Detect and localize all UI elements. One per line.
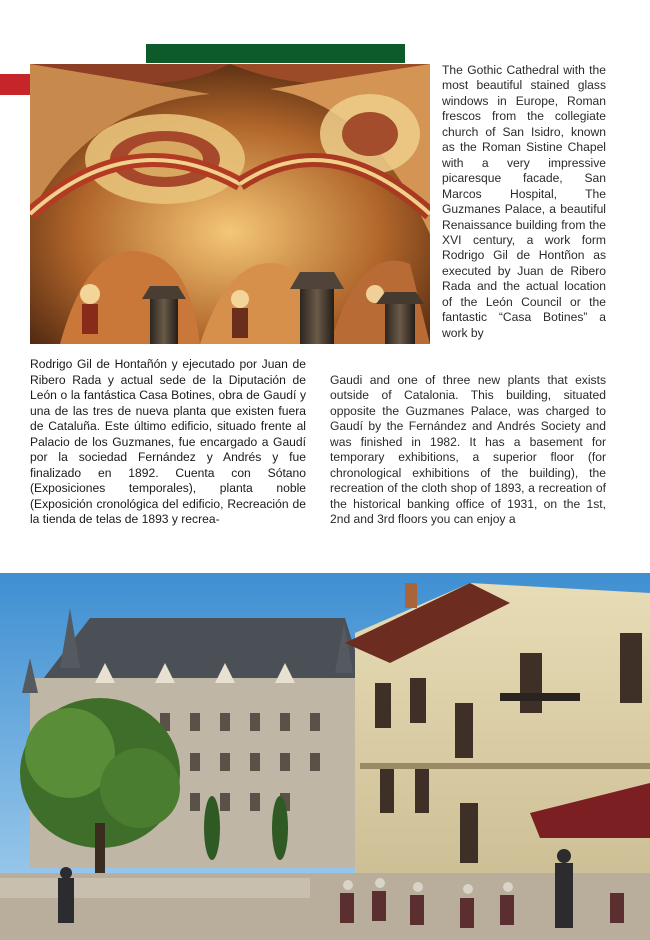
casa-botines-street-photo	[0, 573, 650, 940]
green-header-bar	[146, 44, 405, 63]
red-section-tab	[0, 74, 30, 95]
spanish-text-column: Rodrigo Gil de Hontañón y ejecutado por Juan de Ribero Rada y actual sede de la Diputación de León o la fantástica Casa Botines, obra de Gaudí y una de las tres de nueva planta que existen fuera de Cataluña. Este último edificio, situado frente al Palacio de los Guzmanes, fue encargado a Gaudí por la sociedad Fernández y Andrés y fue finalizado en 1892. Cuenta con Sótano (Exposiciones temporales), planta noble (Exposición cronológica del edificio, Recreación de la tienda de telas de 1893 y recrea-	[30, 357, 306, 526]
fresco-vault-photo	[30, 64, 430, 344]
english-text-continued: Gaudi and one of three new plants that exists outside of Catalonia. This building, situated opposite the Guzmanes Palace, was charged to Gaudí by the Fernández and Andrés Society and was finished in 1982. It has a basement for temporary exhibitions, a superior floor (for chronological exhibitions of the building), the recreation of the cloth shop of 1893, a recreation of the historical banking office of 1931, on the 1st, 2nd and 3rd floors you can enjoy a	[330, 373, 606, 527]
english-text-column: The Gothic Cathedral with the most beautiful stained glass windows in Europe, Roman frescos from the collegiate church of San Isidro, known as the Roman Sistine Chapel with a very impressive picaresque facade, San Marcos Hospital, The Guzmanes Palace, a beautiful Renaissance building from the XVI century, a work form Rodrigo Gil de Hontñon as executed by Juan de Ribero Rada and the actual location of the León Council or the fantastic “Casa Botines” a work by	[442, 63, 606, 340]
